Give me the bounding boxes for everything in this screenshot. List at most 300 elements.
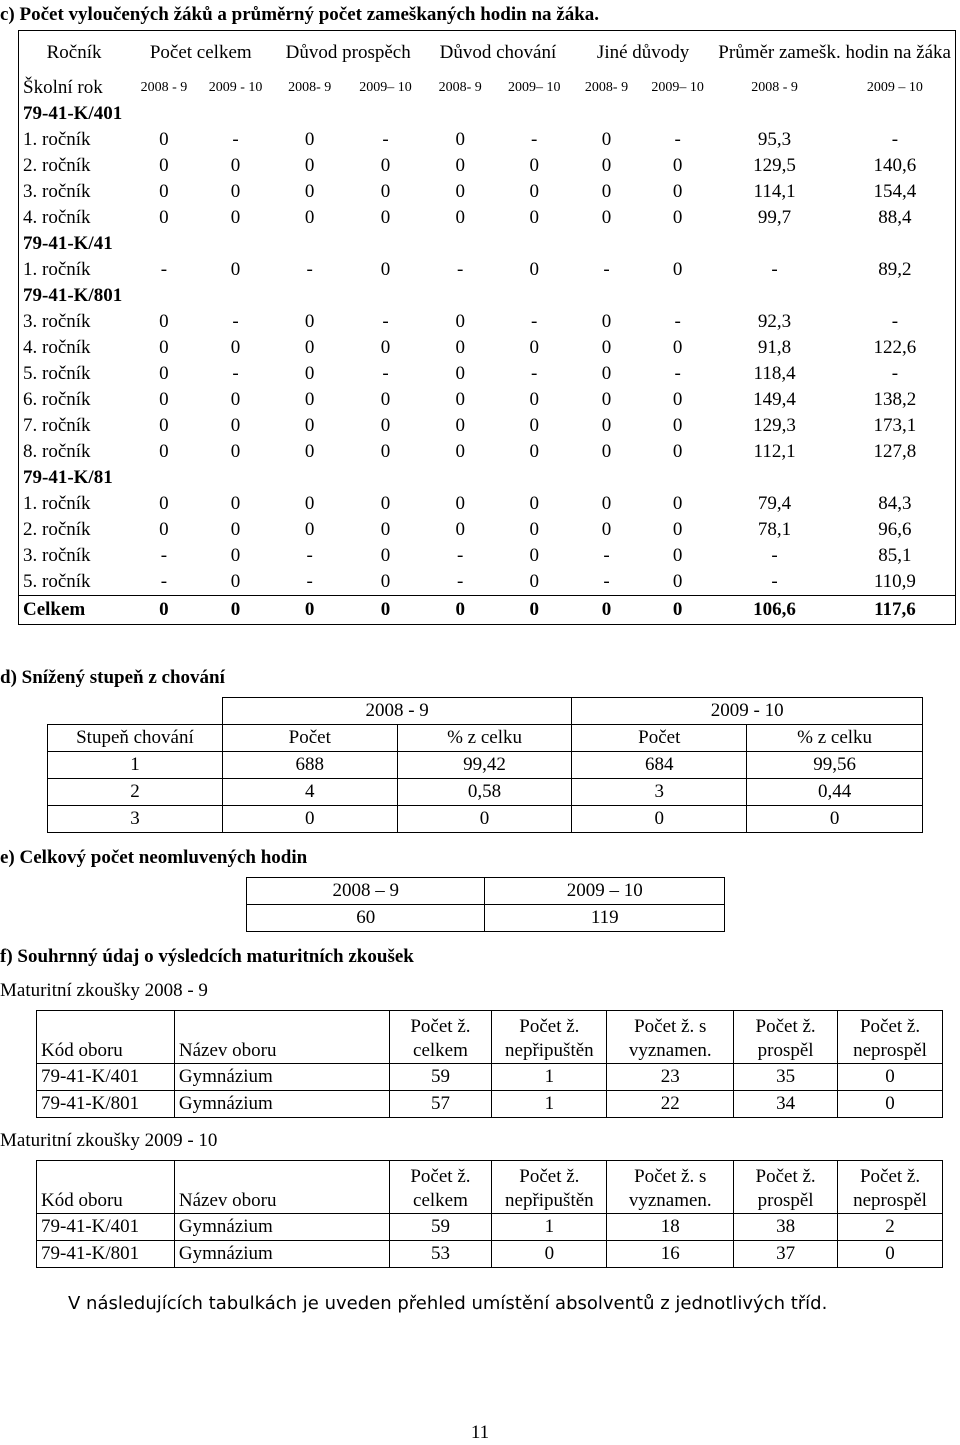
program-name: Gymnázium — [174, 1214, 389, 1241]
value-cell: 0 — [529, 519, 539, 540]
value-cell: - — [531, 129, 538, 150]
value-cell: - — [382, 363, 389, 384]
unexcused-hours-table — [246, 877, 725, 932]
column-header: Počet — [572, 725, 747, 752]
program-code: 79-41-K/401 — [37, 1214, 175, 1241]
behavior-row — [48, 752, 923, 779]
program-code: 79-41-K/401 — [37, 1064, 175, 1091]
value-cell: 1 — [48, 752, 223, 779]
value-cell: 57 — [389, 1091, 492, 1118]
value-cell: 0 — [455, 363, 465, 384]
value-cell: - — [382, 311, 389, 332]
value-cell: 0 — [159, 155, 169, 176]
value-cell: 0 — [230, 155, 241, 176]
page-number: 11 — [470, 1422, 490, 1443]
column-header: Důvod prospěch — [285, 42, 411, 63]
value-cell: 0,58 — [397, 779, 572, 806]
grade-label: 5. ročník — [23, 363, 91, 384]
value-cell: - — [160, 545, 168, 566]
header-row — [37, 1161, 943, 1214]
value-cell: 0 — [672, 493, 683, 514]
value-cell: 149,4 — [753, 389, 796, 410]
value-cell: 78,1 — [757, 519, 792, 540]
value-cell: 99,42 — [397, 752, 572, 779]
value-cell: - — [603, 571, 610, 592]
value-cell: - — [306, 259, 313, 280]
value-cell: 0 — [672, 519, 683, 540]
total-value: 0 — [129, 596, 199, 625]
value-cell: 688 — [222, 752, 397, 779]
value-cell: - — [603, 259, 610, 280]
value-cell: 0 — [672, 181, 683, 202]
hours-value: 60 — [247, 905, 485, 932]
value-cell: 0 — [304, 155, 315, 176]
program-row — [19, 231, 956, 257]
value-cell: 1 — [492, 1064, 607, 1091]
total-value: 117,6 — [835, 596, 956, 625]
column-header: Počet ž. neprospěl — [838, 1011, 943, 1064]
value-cell: - — [160, 259, 168, 280]
section-d-heading: d) Snížený stupeň z chování — [0, 667, 225, 688]
school-year-label: Školní rok — [23, 77, 103, 98]
grade-label: 1. ročník — [23, 493, 91, 514]
value-cell: 91,8 — [757, 337, 792, 358]
value-cell: 59 — [389, 1214, 492, 1241]
value-cell: - — [771, 545, 778, 566]
value-cell: 0 — [159, 337, 169, 358]
grade-label: 2. ročník — [23, 155, 91, 176]
column-header: Ročník — [46, 42, 102, 63]
grade-label: 4. ročník — [23, 337, 91, 358]
value-cell: 0 — [230, 519, 241, 540]
value-cell: 0 — [601, 311, 612, 332]
value-cell: 34 — [734, 1091, 838, 1118]
column-header: Počet ž. prospěl — [734, 1011, 838, 1064]
grade-row — [19, 127, 956, 153]
program-code: 79-41-K/41 — [23, 233, 113, 254]
value-cell: 59 — [389, 1064, 492, 1091]
year-cell: 2009– 10 — [359, 80, 412, 95]
value-cell: - — [457, 545, 464, 566]
total-row — [19, 596, 956, 625]
value-cell: 0 — [601, 493, 612, 514]
program-name: Gymnázium — [174, 1241, 389, 1268]
program-row — [19, 101, 956, 127]
grade-label: 5. ročník — [23, 571, 91, 592]
value-cell: 0 — [455, 311, 465, 332]
program-code: 79-41-K/801 — [37, 1091, 175, 1118]
value-cell: - — [232, 311, 239, 332]
value-cell: 79,4 — [757, 493, 792, 514]
value-cell: 89,2 — [878, 259, 912, 280]
value-cell: - — [771, 259, 778, 280]
value-cell: 0 — [304, 519, 315, 540]
column-header: Kód oboru — [37, 1161, 175, 1214]
value-cell: 0 — [159, 389, 169, 410]
value-cell: 0 — [747, 806, 923, 833]
value-cell: 0 — [222, 806, 397, 833]
grade-row — [19, 309, 956, 335]
value-cell: 0 — [572, 806, 747, 833]
exam-row — [37, 1241, 943, 1268]
value-cell: 0 — [159, 415, 169, 436]
column-header: Název oboru — [174, 1161, 389, 1214]
value-cell: 0 — [380, 441, 391, 462]
value-cell: 110,9 — [873, 571, 916, 592]
value-cell: 0 — [529, 415, 539, 436]
value-cell: 114,1 — [753, 181, 796, 202]
grade-label: 3. ročník — [23, 545, 91, 566]
section-e-heading: e) Celkový počet neomluvených hodin — [0, 847, 308, 868]
value-cell: - — [232, 363, 239, 384]
program-code: 79-41-K/401 — [23, 103, 123, 124]
value-cell: - — [306, 571, 313, 592]
value-cell: 0 — [455, 441, 465, 462]
value-cell: 37 — [734, 1241, 838, 1268]
value-cell: 0 — [159, 441, 169, 462]
column-header: Počet ž. s vyznamen. — [607, 1161, 734, 1214]
grade-label: 1. ročník — [23, 259, 91, 280]
grade-row — [19, 387, 956, 413]
value-cell: 99,7 — [757, 207, 792, 228]
value-cell: - — [382, 129, 389, 150]
program-name: Gymnázium — [174, 1064, 389, 1091]
value-cell: 0 — [304, 181, 315, 202]
program-row — [19, 283, 956, 309]
value-cell: 0 — [230, 181, 241, 202]
value-cell: 0 — [672, 155, 683, 176]
value-cell: 53 — [389, 1241, 492, 1268]
grade-label: 3. ročník — [23, 181, 91, 202]
grade-label: 3. ročník — [23, 311, 91, 332]
value-cell: 173,1 — [873, 415, 917, 436]
value-cell: 0 — [159, 181, 169, 202]
value-cell: 0 — [304, 363, 315, 384]
value-cell: 0 — [529, 389, 539, 410]
value-cell: 0 — [455, 337, 465, 358]
year-cell: 2008- 9 — [438, 80, 482, 95]
value-cell: 96,6 — [878, 519, 912, 540]
total-value: 0 — [424, 596, 496, 625]
value-cell: 0 — [672, 545, 683, 566]
total-label: Celkem — [19, 596, 130, 625]
value-cell: - — [674, 311, 681, 332]
grade-row — [19, 153, 956, 179]
section-f-heading: f) Souhrnný údaj o výsledcích maturitních zkoušek — [0, 946, 414, 967]
column-header: Počet ž. celkem — [389, 1161, 492, 1214]
column-header: Kód oboru — [37, 1011, 175, 1064]
value-cell: 0 — [230, 441, 241, 462]
year-header: 2009 – 10 — [485, 878, 725, 905]
value-cell: 0 — [380, 181, 391, 202]
grade-row — [19, 517, 956, 543]
value-cell: 0 — [230, 259, 241, 280]
grade-row — [19, 205, 956, 231]
value-cell: 88,4 — [878, 207, 912, 228]
year-cell: 2008 - 9 — [140, 80, 188, 95]
value-cell: 0 — [529, 181, 539, 202]
value-cell: 129,3 — [753, 415, 796, 436]
year-cell: 2009– 10 — [651, 80, 704, 95]
year-cell: 2008- 9 — [288, 80, 332, 95]
value-cell: 0 — [230, 545, 241, 566]
value-cell: 0 — [230, 389, 241, 410]
column-header: Počet celkem — [149, 42, 252, 63]
value-cell: 0 — [304, 441, 315, 462]
section-c-heading: c) Počet vyloučených žáků a průměrný počet zameškaných hodin na žáka. — [0, 4, 600, 25]
year-header: 2009 - 10 — [572, 698, 923, 725]
value-cell: - — [457, 259, 464, 280]
value-cell: 0 — [601, 389, 612, 410]
value-cell: 0 — [159, 311, 169, 332]
value-cell: 0 — [380, 493, 391, 514]
grade-row — [19, 569, 956, 596]
value-cell: 0 — [159, 519, 169, 540]
program-code: 79-41-K/801 — [37, 1241, 175, 1268]
value-cell: 0 — [529, 571, 539, 592]
value-cell: 0 — [455, 519, 465, 540]
value-cell: 18 — [607, 1214, 734, 1241]
value-cell: 0 — [455, 493, 465, 514]
value-cell: 2 — [48, 779, 223, 806]
exam-row — [37, 1064, 943, 1091]
value-cell: - — [306, 545, 313, 566]
value-cell: - — [771, 571, 778, 592]
value-cell: 0 — [601, 363, 612, 384]
value-cell: 0 — [672, 441, 683, 462]
value-cell: 0 — [529, 545, 539, 566]
value-cell: 0 — [672, 259, 683, 280]
value-cell: 129,5 — [753, 155, 796, 176]
value-cell: - — [160, 571, 168, 592]
total-value: 0 — [199, 596, 273, 625]
value-cell: 0 — [838, 1064, 943, 1091]
value-cell: 0 — [304, 311, 315, 332]
total-value: 0 — [572, 596, 641, 625]
column-header: Počet ž. s vyznamen. — [607, 1011, 734, 1064]
value-cell: 0 — [455, 415, 465, 436]
column-header: Průměr zamešk. hodin na žáka — [718, 42, 951, 63]
value-cell: 0 — [304, 207, 315, 228]
header-row — [37, 1011, 943, 1064]
value-cell: 684 — [572, 752, 747, 779]
value-cell: 0 — [529, 259, 539, 280]
grade-row — [19, 439, 956, 465]
value-cell: - — [674, 129, 681, 150]
school-year-row — [19, 75, 956, 101]
value-cell: 1 — [492, 1214, 607, 1241]
exam-row — [37, 1091, 943, 1118]
year-cell: 2008 - 9 — [751, 80, 798, 95]
value-cell: 92,3 — [757, 311, 792, 332]
total-value: 0 — [272, 596, 347, 625]
value-cell: - — [891, 129, 899, 150]
program-row — [19, 465, 956, 491]
grade-row — [19, 361, 956, 387]
column-header: Počet ž. prospěl — [734, 1161, 838, 1214]
value-cell: 0 — [380, 259, 391, 280]
value-cell: 0 — [601, 181, 612, 202]
column-header: Důvod chování — [439, 42, 557, 63]
year-header: 2008 - 9 — [222, 698, 572, 725]
behavior-row — [48, 779, 923, 806]
value-cell: 16 — [607, 1241, 734, 1268]
value-cell: 2 — [838, 1214, 943, 1241]
year-cell: 2009 – 10 — [866, 80, 923, 95]
value-cell: 0 — [397, 806, 572, 833]
value-cell: 1 — [492, 1091, 607, 1118]
value-cell: 22 — [607, 1091, 734, 1118]
total-value: 0 — [347, 596, 424, 625]
value-cell: 0 — [492, 1241, 607, 1268]
value-cell: 0 — [601, 129, 612, 150]
value-cell: 0 — [380, 519, 391, 540]
grade-label: 4. ročník — [23, 207, 91, 228]
exam-results-table-2009 — [36, 1160, 943, 1268]
value-cell: 0 — [529, 337, 539, 358]
value-cell: - — [531, 363, 538, 384]
value-cell: 0 — [672, 571, 683, 592]
value-cell: 0 — [159, 129, 169, 150]
value-cell: 0 — [529, 493, 539, 514]
total-value: 0 — [496, 596, 572, 625]
exam-row — [37, 1214, 943, 1241]
total-value: 106,6 — [714, 596, 835, 625]
grade-label: 2. ročník — [23, 519, 91, 540]
value-cell: 0 — [304, 493, 315, 514]
value-cell: 95,3 — [757, 129, 792, 150]
value-cell: 0 — [304, 415, 315, 436]
value-cell: 3 — [572, 779, 747, 806]
grade-label: 8. ročník — [23, 441, 91, 462]
grade-row — [19, 179, 956, 205]
value-cell: 0 — [672, 337, 683, 358]
value-cell: 0 — [529, 207, 539, 228]
value-cell: 0 — [601, 415, 612, 436]
grade-label: 7. ročník — [23, 415, 91, 436]
value-cell: 0 — [380, 415, 391, 436]
empty-corner — [48, 698, 223, 725]
value-cell: 0 — [601, 519, 612, 540]
value-cell: 38 — [734, 1214, 838, 1241]
value-cell: 0 — [304, 389, 315, 410]
value-cell: - — [457, 571, 464, 592]
value-cell: - — [891, 311, 899, 332]
value-cell: 0 — [230, 415, 241, 436]
value-cell: 154,4 — [873, 181, 917, 202]
value-cell: 0 — [601, 207, 612, 228]
behavior-row — [48, 806, 923, 833]
column-header: Stupeň chování — [48, 725, 223, 752]
value-cell: - — [891, 363, 899, 384]
exam-results-table-2008 — [36, 1010, 943, 1118]
value-cell: 0 — [838, 1241, 943, 1268]
value-cell: 0 — [455, 181, 465, 202]
exam-table-title: Maturitní zkoušky 2008 - 9 — [0, 980, 208, 1001]
value-cell: 0 — [455, 389, 465, 410]
total-value: 0 — [641, 596, 714, 625]
column-header: Počet ž. nepřipuštěn — [492, 1161, 607, 1214]
value-cell: 0 — [838, 1091, 943, 1118]
value-cell: 0,44 — [747, 779, 923, 806]
value-cell: - — [232, 129, 239, 150]
value-cell: 0 — [672, 415, 683, 436]
column-header: Jiné důvody — [596, 42, 690, 63]
exam-table-title: Maturitní zkoušky 2009 - 10 — [0, 1130, 218, 1151]
behavior-grade-table — [47, 697, 923, 833]
value-cell: 0 — [601, 441, 612, 462]
column-header: % z celku — [397, 725, 572, 752]
program-code: 79-41-K/81 — [23, 467, 113, 488]
value-cell: 0 — [455, 207, 465, 228]
value-cell: 0 — [455, 155, 465, 176]
grade-row — [19, 543, 956, 569]
value-cell: 140,6 — [873, 155, 917, 176]
grade-label: 6. ročník — [23, 389, 91, 410]
value-cell: 0 — [159, 363, 169, 384]
grade-label: 1. ročník — [23, 129, 91, 150]
value-cell: 0 — [380, 571, 391, 592]
footnote: V následujících tabulkách je uveden přehled umístění absolventů z jednotlivých tříd. — [68, 1293, 828, 1314]
value-cell: 0 — [304, 129, 315, 150]
value-cell: 0 — [230, 493, 241, 514]
value-cell: 0 — [380, 545, 391, 566]
value-cell: 118,4 — [753, 363, 796, 384]
year-cell: 2009– 10 — [507, 80, 561, 95]
grade-row — [19, 257, 956, 283]
value-cell: 85,1 — [878, 545, 912, 566]
column-header: Počet — [222, 725, 397, 752]
year-cell: 2009 - 10 — [208, 80, 263, 95]
value-cell: 127,8 — [873, 441, 917, 462]
column-header: % z celku — [747, 725, 923, 752]
value-cell: - — [603, 545, 610, 566]
value-cell: 0 — [380, 337, 391, 358]
value-cell: 0 — [380, 207, 391, 228]
column-header: Počet ž. nepřipuštěn — [492, 1011, 607, 1064]
expelled-students-table — [18, 30, 956, 625]
grade-row — [19, 335, 956, 361]
value-cell: 0 — [672, 389, 683, 410]
value-cell: 3 — [48, 806, 223, 833]
value-cell: 4 — [222, 779, 397, 806]
value-cell: - — [531, 311, 538, 332]
value-cell: 122,6 — [873, 337, 917, 358]
value-cell: 0 — [304, 337, 315, 358]
value-cell: 35 — [734, 1064, 838, 1091]
hours-value: 119 — [485, 905, 725, 932]
grade-row — [19, 491, 956, 517]
value-cell: 112,1 — [753, 441, 796, 462]
value-cell: 0 — [230, 207, 241, 228]
value-cell: 0 — [672, 207, 683, 228]
header-row — [19, 31, 956, 76]
year-header: 2008 – 9 — [247, 878, 485, 905]
value-cell: 0 — [380, 389, 391, 410]
value-cell: 0 — [230, 337, 241, 358]
value-cell: 0 — [529, 441, 539, 462]
program-name: Gymnázium — [174, 1091, 389, 1118]
value-cell: 84,3 — [878, 493, 912, 514]
value-cell: 0 — [159, 207, 169, 228]
value-cell: 0 — [601, 337, 612, 358]
value-cell: 138,2 — [873, 389, 917, 410]
value-cell: 0 — [601, 155, 612, 176]
value-cell: 0 — [529, 155, 539, 176]
value-cell: 99,56 — [747, 752, 923, 779]
column-header: Název oboru — [174, 1011, 389, 1064]
program-code: 79-41-K/801 — [23, 285, 123, 306]
